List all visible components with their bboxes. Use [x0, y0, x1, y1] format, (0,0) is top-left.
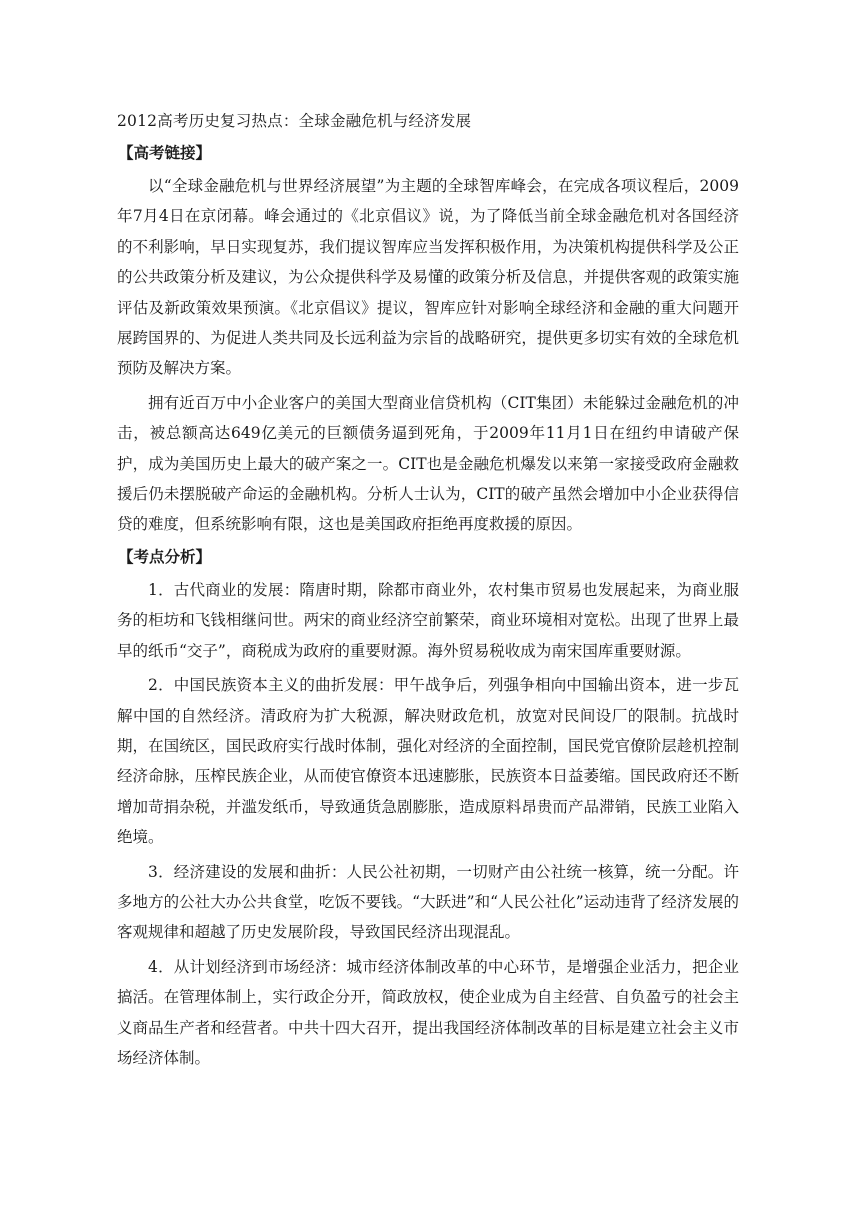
section-heading-gaokao-link: 【高考链接】 — [118, 143, 212, 162]
paragraph-point-1: 1．古代商业的发展：隋唐时期，除都市商业外，农村集市贸易也发展起来，为商业服务的柜坊和飞钱相继问世。两宋的商业经济空前繁荣，商业环境相对宽松。出现了世界上最早的纸币“交子”，商税成为政府的重要财源。海外贸易税收成为南宋国库重要财源。 — [117, 580, 739, 660]
paragraph-point-3: 3．经济建设的发展和曲折：人民公社初期，一切财产由公社统一核算，统一分配。许多地方的公社大办公共食堂，吃饭不要钱。“大跃进”和“人民公社化”运动违背了经济发展的客观规律和超越了历史发展阶段，导致国民经济出现混乱。 — [117, 862, 739, 942]
section-heading-analysis: 【考点分析】 — [118, 546, 212, 566]
document-page — [117, 108, 739, 1077]
paragraph-point-2: 2．中国民族资本主义的曲折发展：甲午战争后，列强争相向中国输出资本，进一步瓦解中国的自然经济。清政府为扩大税源，解决财政危机，放宽对民间设厂的限制。抗战时期，在国统区，国民政府实行战时体制，强化对经济的全面控制，国民党官僚阶层趁机控制经济命脉，压榨民族企业，从而使官僚资本迅速膨胀，民族资本日益萎缩。国民政府还不断增加苛捐杂税，并滥发纸币，导致通货急剧膨胀，造成原料昂贵而产品滞销，民族工业陷入绝境。 — [117, 676, 739, 847]
paragraph-point-4: 4．从计划经济到市场经济：城市经济体制改革的中心环节，是增强企业活力，把企业搞活。在管理体制上，实行政企分开，简政放权，使企业成为自主经营、自负盈亏的社会主义商品生产者和经营者。中共十四大召开，提出我国经济体制改革的目标是建立社会主义市场经济体制。 — [117, 957, 739, 1067]
document-title: 2012高考历史复习热点：全球金融危机与经济发展 — [117, 112, 472, 130]
paragraph-summit: 以“全球金融危机与世界经济展望”为主题的全球智库峰会，在完成各项议程后，2009年7月4日在京闭幕。峰会通过的《北京倡议》说，为了降低当前全球金融危机对各国经济的不利影响，早日实现复苏，我们提议智库应当发挥积极作用，为决策机构提供科学及公正的公共政策分析及建议，为公众提供科学及易懂的政策分析及信息，并提供客观的政策实施评估及新政策效果预演。《北京倡议》提议，智库应针对影响全球经济和金融的重大问题开展跨国界的、为促进人类共同及长远利益为宗旨的战略研究，提供更多切实有效的全球危机预防及解决方案。 — [117, 177, 739, 378]
paragraph-cit: 拥有近百万中小企业客户的美国大型商业信贷机构（CIT集团）未能躲过金融危机的冲击，被总额高达649亿美元的巨额债务逼到死角，于2009年11月1日在纽约申请破产保护，成为美国历史上最大的破产案之一。CIT也是金融危机爆发以来第一家接受政府金融救援后仍未摆脱破产命运的金融机构。分析人士认为，CIT的破产虽然会增加中小企业获得信贷的难度，但系统影响有限，这也是美国政府拒绝再度救援的原因。 — [117, 393, 739, 534]
